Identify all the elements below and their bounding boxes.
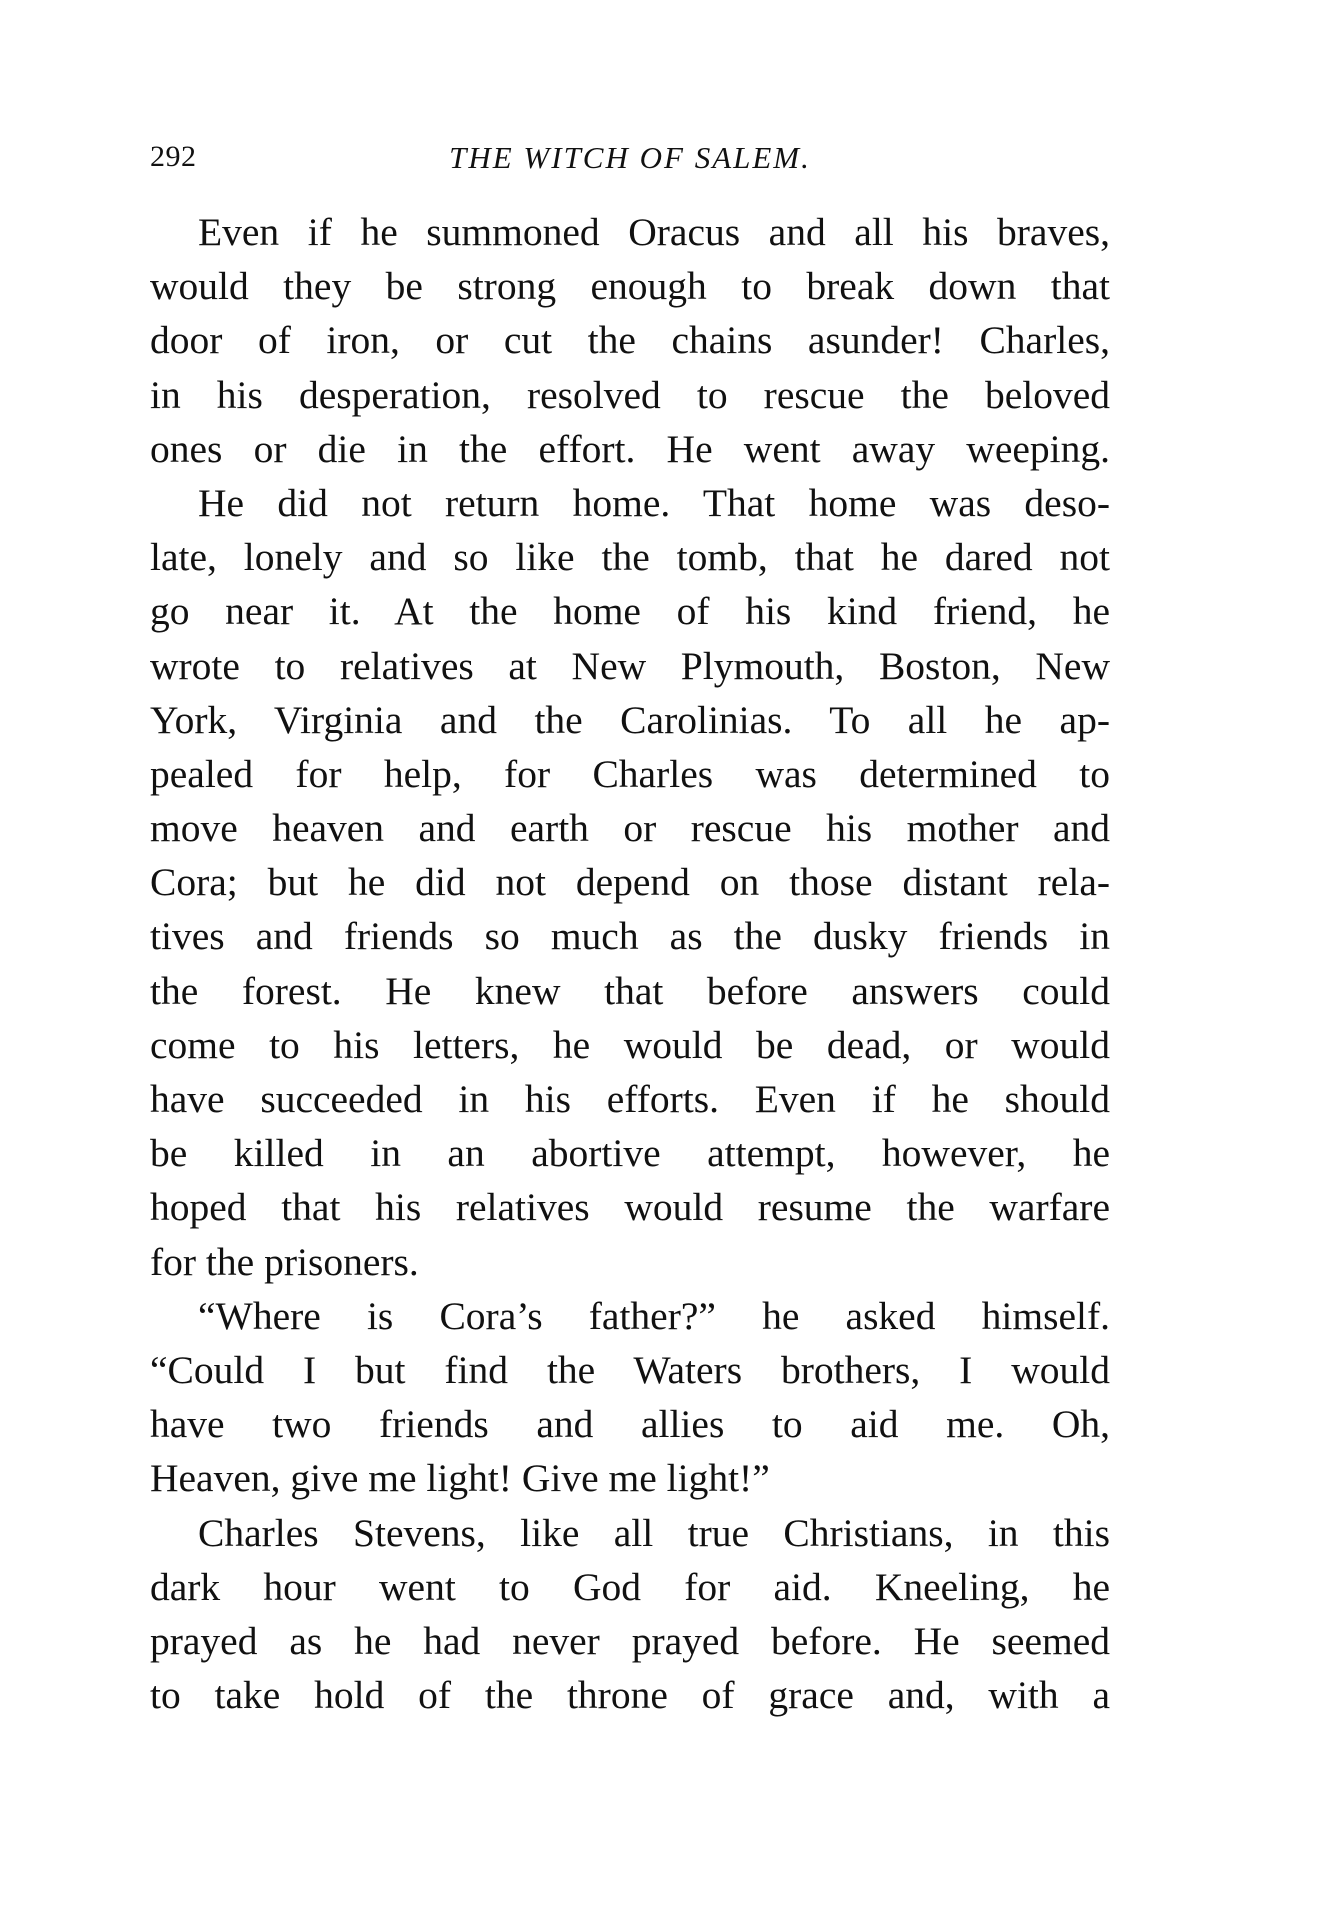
text-line: move heaven and earth or rescue his mother and (150, 806, 1110, 851)
text-line: Cora; but he did not depend on those distant rela- (150, 860, 1110, 905)
text-line: “Where is Cora’s father?” he asked himself. (198, 1293, 1110, 1338)
text-line: door of iron, or cut the chains asunder! Charles, (150, 318, 1110, 363)
text-line: come to his letters, he would be dead, or would (150, 1022, 1110, 1067)
text-line: would they be strong enough to break down that (150, 264, 1110, 309)
text-line: wrote to relatives at New Plymouth, Boston, New (150, 643, 1110, 688)
running-head (150, 140, 1110, 184)
text-line: tives and friends so much as the dusky friends in (150, 914, 1110, 959)
text-line: York, Virginia and the Carolinias. To all he ap- (150, 697, 1110, 742)
text-line: be killed in an abortive attempt, however, he (150, 1131, 1110, 1176)
text-line: go near it. At the home of his kind friend, he (150, 589, 1110, 634)
body-text (150, 205, 1110, 1722)
page-number: 292 (150, 140, 197, 173)
text-line: prayed as he had never prayed before. He seemed (150, 1618, 1110, 1663)
text-line: ones or die in the effort. He went away weeping. (150, 426, 1110, 471)
text-line: for the prisoners. (150, 1239, 419, 1284)
book-title: THE WITCH OF SALEM. (449, 140, 811, 175)
text-line: “Could I but find the Waters brothers, I would (150, 1347, 1110, 1392)
text-line: have two friends and allies to aid me. Oh, (150, 1402, 1110, 1447)
text-line: in his desperation, resolved to rescue the beloved (150, 372, 1110, 417)
text-line: to take hold of the throne of grace and, with a (150, 1673, 1110, 1718)
text-line: the forest. He knew that before answers could (150, 968, 1110, 1013)
text-line: pealed for help, for Charles was determined to (150, 751, 1110, 796)
text-line: hoped that his relatives would resume the warfare (150, 1185, 1110, 1230)
text-line: late, lonely and so like the tomb, that he dared not (150, 535, 1110, 580)
text-line: Even if he summoned Oracus and all his braves, (198, 210, 1110, 254)
text-line: Charles Stevens, like all true Christians, in this (198, 1510, 1110, 1555)
text-line: dark hour went to God for aid. Kneeling, he (150, 1564, 1110, 1609)
text-line: have succeeded in his efforts. Even if he should (150, 1077, 1110, 1121)
text-line: Heaven, give me light! Give me light!” (150, 1456, 770, 1501)
text-line: He did not return home. That home was deso- (198, 480, 1110, 525)
